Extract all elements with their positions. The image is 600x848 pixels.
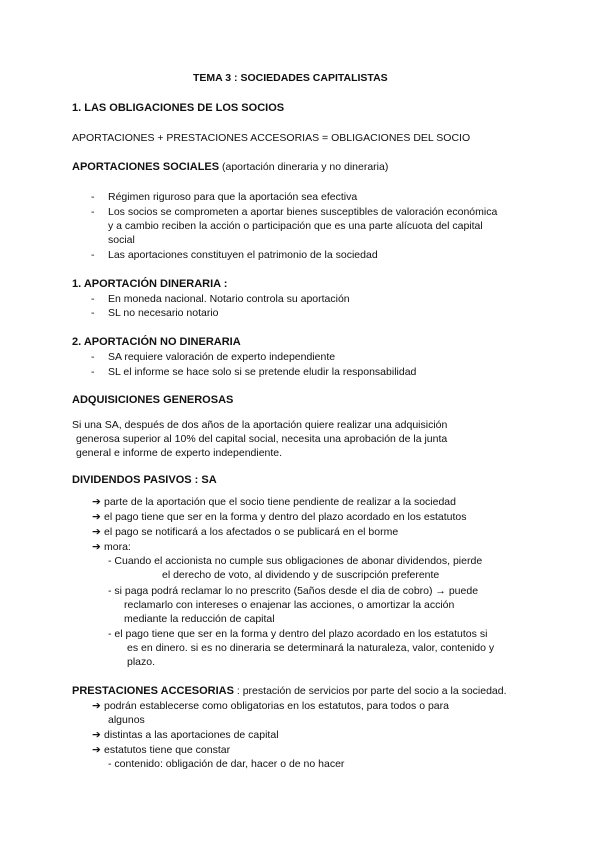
bullet-dash: -: [91, 366, 95, 378]
list-item: SL no necesario notario: [108, 307, 219, 319]
list-item: SL el informe se hace solo si se pretende eludir la responsabilidad: [108, 366, 417, 378]
paragraph-line: Si una SA, después de dos años de la aportación quiere realizar una adquisición: [72, 419, 448, 431]
section-heading-obligaciones: 1. LAS OBLIGACIONES DE LOS SOCIOS: [72, 102, 285, 114]
arrow-icon: ➔: [92, 526, 101, 538]
paragraph-line: generosa superior al 10% del capital social, necesita una aprobación de la junta: [76, 433, 448, 445]
mora-item: - Cuando el accionista no cumple sus obligaciones de abonar dividendos, pierde: [108, 555, 483, 567]
arrow-icon: ➔: [92, 700, 101, 712]
arrow-item: distintas a las aportaciones de capital: [104, 729, 279, 741]
mora-item-continuation: mediante la reducción de capital: [124, 613, 275, 625]
arrow-icon: ➔: [92, 511, 101, 523]
mora-item-continuation: el derecho de voto, al dividendo y de suscripción preferente: [162, 569, 440, 581]
arrow-item: mora:: [104, 541, 131, 553]
arrow-icon: ➔: [92, 496, 101, 508]
paragraph-line: general e informe de experto independiente.: [76, 447, 283, 459]
bullet-dash: -: [91, 206, 95, 218]
section-heading-aportaciones-sociales: APORTACIONES SOCIALES: [72, 161, 220, 173]
mora-item-continuation: es en dinero. si es no dineraria se determinará la naturaleza, valor, contenido y: [127, 642, 495, 654]
section-heading-aportacion-dineraria: 1. APORTACIÓN DINERARIA :: [72, 278, 228, 290]
section-heading-adquisiciones: ADQUISICIONES GENEROSAS: [72, 394, 234, 406]
aportaciones-sociales-line: [72, 160, 388, 175]
bullet-dash: -: [91, 293, 95, 305]
list-item: Las aportaciones constituyen el patrimonio de la sociedad: [108, 249, 378, 261]
section-heading-prestaciones: PRESTACIONES ACCESORIAS: [72, 685, 234, 697]
formula-text: APORTACIONES + PRESTACIONES ACCESORIAS = OBLIGACIONES DEL SOCIO: [72, 132, 471, 144]
document-title: TEMA 3 : SOCIEDADES CAPITALISTAS: [193, 72, 388, 84]
arrow-icon: ➔: [92, 744, 101, 756]
sub-item: - contenido: obligación de dar, hacer o de no hacer: [108, 758, 345, 770]
arrow-item: parte de la aportación que el socio tiene pendiente de realizar a la sociedad: [104, 496, 456, 508]
prestaciones-line: [72, 684, 507, 699]
mora-item-continuation: plazo.: [127, 656, 156, 668]
arrow-icon: ➔: [92, 541, 101, 553]
bullet-dash: -: [91, 249, 95, 261]
list-item-continuation: social: [108, 234, 135, 246]
prestaciones-subtitle: : prestación de servicios por parte del socio a la sociedad.: [233, 685, 507, 697]
list-item: Régimen riguroso para que la aportación sea efectiva: [108, 191, 358, 203]
arrow-icon: ➔: [92, 729, 101, 741]
arrow-item: el pago se notificará a los afectados o se publicará en el borme: [104, 526, 399, 538]
section-heading-aportacion-no-dineraria: 2. APORTACIÓN NO DINERARIA: [72, 336, 241, 348]
bullet-dash: -: [91, 351, 95, 363]
mora-item: - el pago tiene que ser en la forma y dentro del plazo acordado en los estatutos si: [108, 628, 488, 640]
list-item-continuation: y a cambio reciben la acción o participación que es una parte alícuota del capital: [108, 220, 483, 232]
list-item: SA requiere valoración de experto independiente: [108, 351, 336, 363]
bullet-dash: -: [91, 307, 95, 319]
arrow-item-continuation: algunos: [108, 714, 145, 726]
list-item: Los socios se comprometen a aportar bienes susceptibles de valoración económica: [108, 206, 498, 218]
arrow-item: podrán establecerse como obligatorias en los estatutos, para todos o para: [104, 700, 449, 712]
arrow-item: estatutos tiene que constar: [104, 744, 231, 756]
list-item: En moneda nacional. Notario controla su aportación: [108, 293, 350, 305]
mora-item-continuation: reclamarlo con intereses o enajenar las acciones, o amortizar la acción: [124, 599, 455, 611]
bullet-dash: -: [91, 191, 95, 203]
aportaciones-sociales-subtitle: (aportación dineraria y no dineraria): [219, 161, 389, 173]
mora-item: - si paga podrá reclamar lo no prescrito (5años desde el dia de cobro) → puede: [108, 585, 479, 597]
arrow-item: el pago tiene que ser en la forma y dentro del plazo acordado en los estatutos: [104, 511, 467, 523]
section-heading-dividendos: DIVIDENDOS PASIVOS : SA: [72, 474, 217, 486]
